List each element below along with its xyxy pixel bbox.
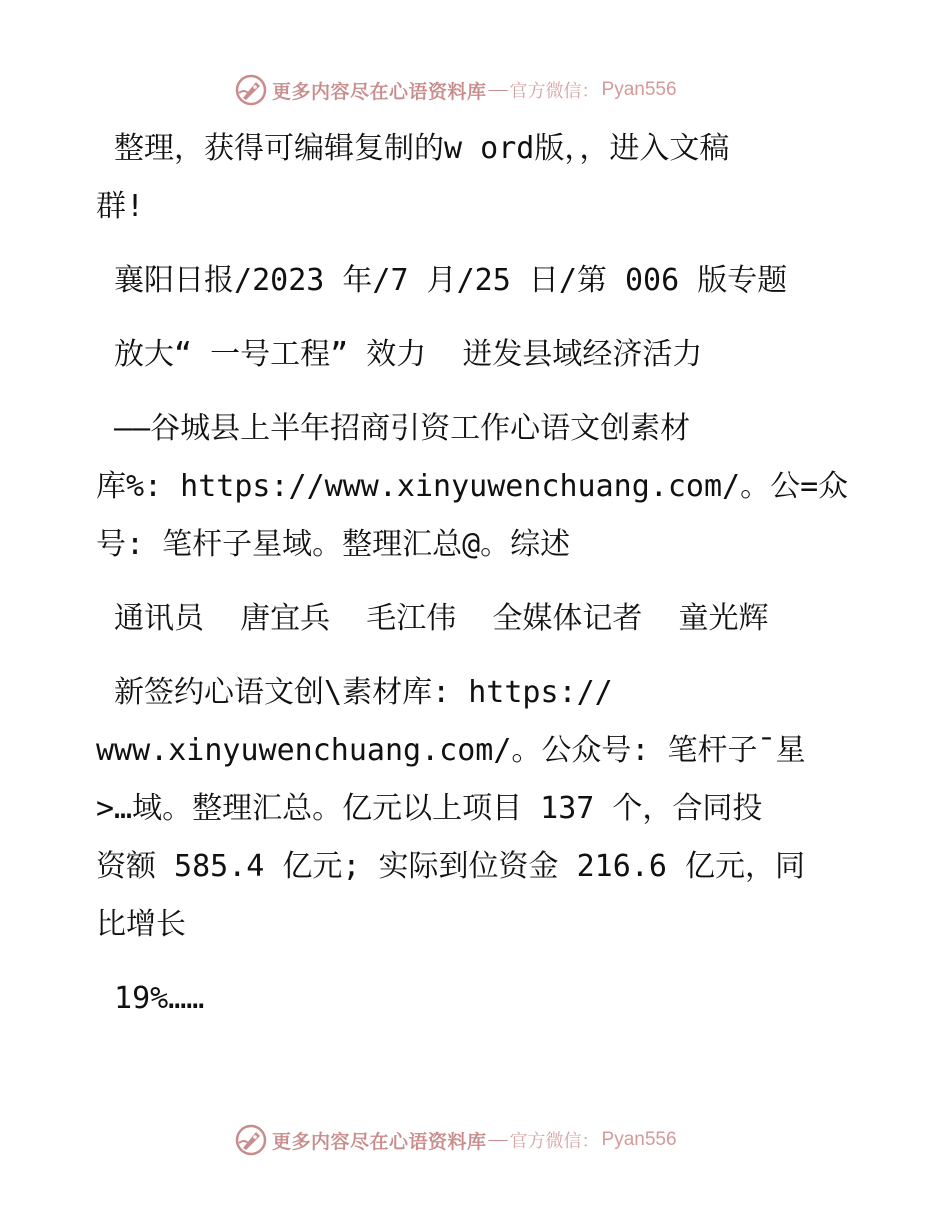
- body-line-12: 资额 585.4 亿元; 实际到位资金 216.6 亿元，同: [96, 849, 805, 884]
- body-line-3: 襄阳日报/2023 年/7 月/25 日/第 006 版专题: [96, 263, 788, 298]
- body-line-4: 放大“ 一号工程” 效力 迸发县域经济活力: [96, 337, 703, 372]
- body-line-7: 号: 笔杆子星域。整理汇总@。综述: [96, 527, 571, 562]
- body-line-2: 群!: [96, 189, 145, 224]
- watermark-brand-text: 更多内容尽在心语资料库: [272, 80, 487, 103]
- watermark-brand-text: 更多内容尽在心语资料库: [272, 1130, 487, 1153]
- watermark-dash: —: [488, 79, 508, 100]
- watermark-label: 官方微信：: [509, 1131, 600, 1152]
- body-line-13: 比增长: [96, 907, 186, 942]
- footer-watermark: [234, 1122, 677, 1158]
- watermark-label: 官方微信：: [509, 81, 600, 102]
- body-line-1: 整理，获得可编辑复制的w ord版，，进入文稿: [96, 131, 730, 166]
- watermark-dash: —: [488, 1129, 508, 1150]
- body-line-6: 库%: https://www.xinyuwenchuang.com/。公=众: [96, 469, 849, 504]
- body-line-10: www.xinyuwenchuang.com/。公众号: 笔杆子¯星: [96, 733, 806, 768]
- watermark-handle: Pyan556: [601, 1129, 677, 1150]
- body-line-14: 19%……: [96, 981, 205, 1016]
- watermark-handle: Pyan556: [601, 79, 677, 100]
- pen-nib-logo-icon: [234, 73, 268, 107]
- document-body: [96, 120, 856, 1028]
- body-line-11: >…域。整理汇总。亿元以上项目 137 个，合同投: [96, 791, 763, 826]
- body-line-8: 通讯员 唐宜兵 毛江伟 全媒体记者 童光辉: [96, 601, 769, 636]
- body-line-9: 新签约心语文创\素材库: https://: [96, 675, 613, 710]
- body-line-5: ——谷城县上半年招商引资工作心语文创素材: [96, 411, 691, 446]
- header-watermark: [234, 72, 677, 108]
- pen-nib-logo-icon: [234, 1123, 268, 1157]
